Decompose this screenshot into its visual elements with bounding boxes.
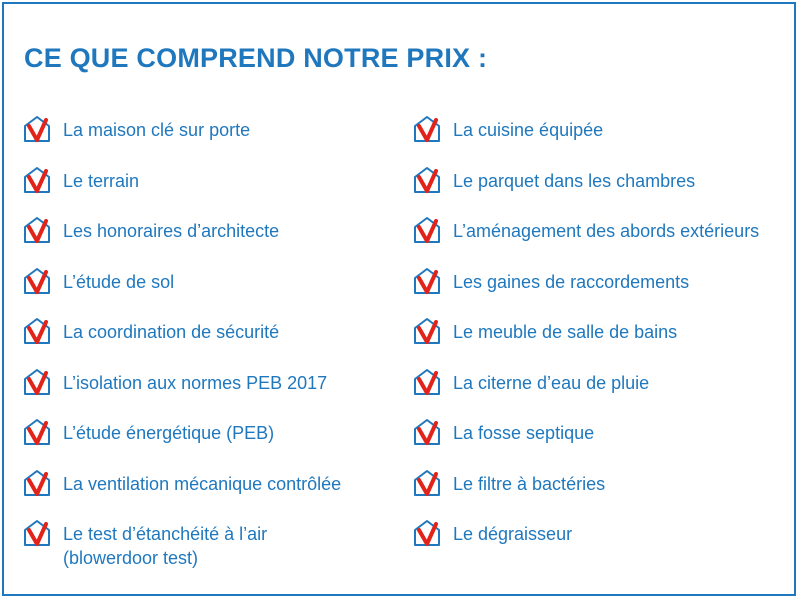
house-check-icon — [412, 266, 442, 296]
list-item-label-line: Le test d’étanchéité à l’air — [63, 524, 268, 544]
list-item-label-line: Le parquet dans les chambres — [453, 170, 696, 191]
list-item-label-line: La citerne d’eau de pluie — [453, 372, 650, 393]
house-check-icon — [412, 114, 442, 144]
house-check-icon — [22, 316, 52, 346]
house-check-icon — [22, 518, 52, 548]
house-check-icon — [412, 468, 442, 498]
list-item-label — [453, 371, 649, 395]
house-check-icon — [22, 266, 52, 296]
house-check-icon — [22, 114, 52, 144]
house-check-icon — [22, 417, 52, 447]
list-item-label-line: L’aménagement des abords extérieurs — [453, 221, 760, 241]
list-item-label — [453, 522, 572, 546]
house-check-icon — [22, 165, 52, 195]
list-item-label-line: Le filtre à bactéries — [453, 473, 606, 494]
list-item-label-line: La coordination de sécurité — [63, 322, 280, 342]
list-item-label-line: (blowerdoor test) — [63, 548, 199, 568]
list-item-label-line: La maison clé sur porte — [63, 120, 251, 140]
list-item-label — [63, 118, 250, 142]
list-item-label — [453, 169, 695, 193]
house-check-icon — [412, 165, 442, 195]
house-check-icon — [412, 518, 442, 548]
list-item-label-line: Le terrain — [63, 170, 140, 191]
list-item-label — [453, 219, 759, 243]
list-item-label — [63, 421, 274, 445]
list-item-label-line: L’étude énergétique (PEB) — [63, 423, 275, 443]
house-check-icon — [412, 417, 442, 447]
page-title: CE QUE COMPREND NOTRE PRIX : — [24, 43, 488, 73]
list-item-label-line: Le dégraisseur — [453, 524, 573, 544]
list-item-label-line: Les honoraires d’architecte — [63, 221, 280, 241]
list-item-label — [63, 472, 341, 496]
list-item-label-line: L’isolation aux normes PEB 2017 — [63, 372, 328, 393]
list-item-label — [63, 522, 267, 570]
house-check-icon — [412, 316, 442, 346]
list-item-label — [63, 320, 279, 344]
list-item-label-line: La ventilation mécanique contrôlée — [63, 473, 342, 494]
list-item-label — [453, 320, 677, 344]
list-item-label — [63, 371, 327, 395]
house-check-icon — [22, 367, 52, 397]
page-frame — [2, 2, 796, 596]
list-item-label-line: L’étude de sol — [63, 271, 175, 292]
list-item-label — [453, 118, 603, 142]
list-item-label — [453, 472, 605, 496]
list-item-label — [63, 219, 279, 243]
list-item-label-line: La fosse septique — [453, 423, 595, 443]
list-item-label — [63, 169, 139, 193]
house-check-icon — [412, 367, 442, 397]
list-item-label-line: La cuisine équipée — [453, 120, 604, 140]
house-check-icon — [22, 468, 52, 498]
list-item-label-line: Le meuble de salle de bains — [453, 322, 678, 342]
house-check-icon — [412, 215, 442, 245]
house-check-icon — [22, 215, 52, 245]
list-item-label — [453, 270, 689, 294]
list-item-label — [63, 270, 174, 294]
list-item-label — [453, 421, 594, 445]
list-item-label-line: Les gaines de raccordements — [453, 271, 690, 292]
